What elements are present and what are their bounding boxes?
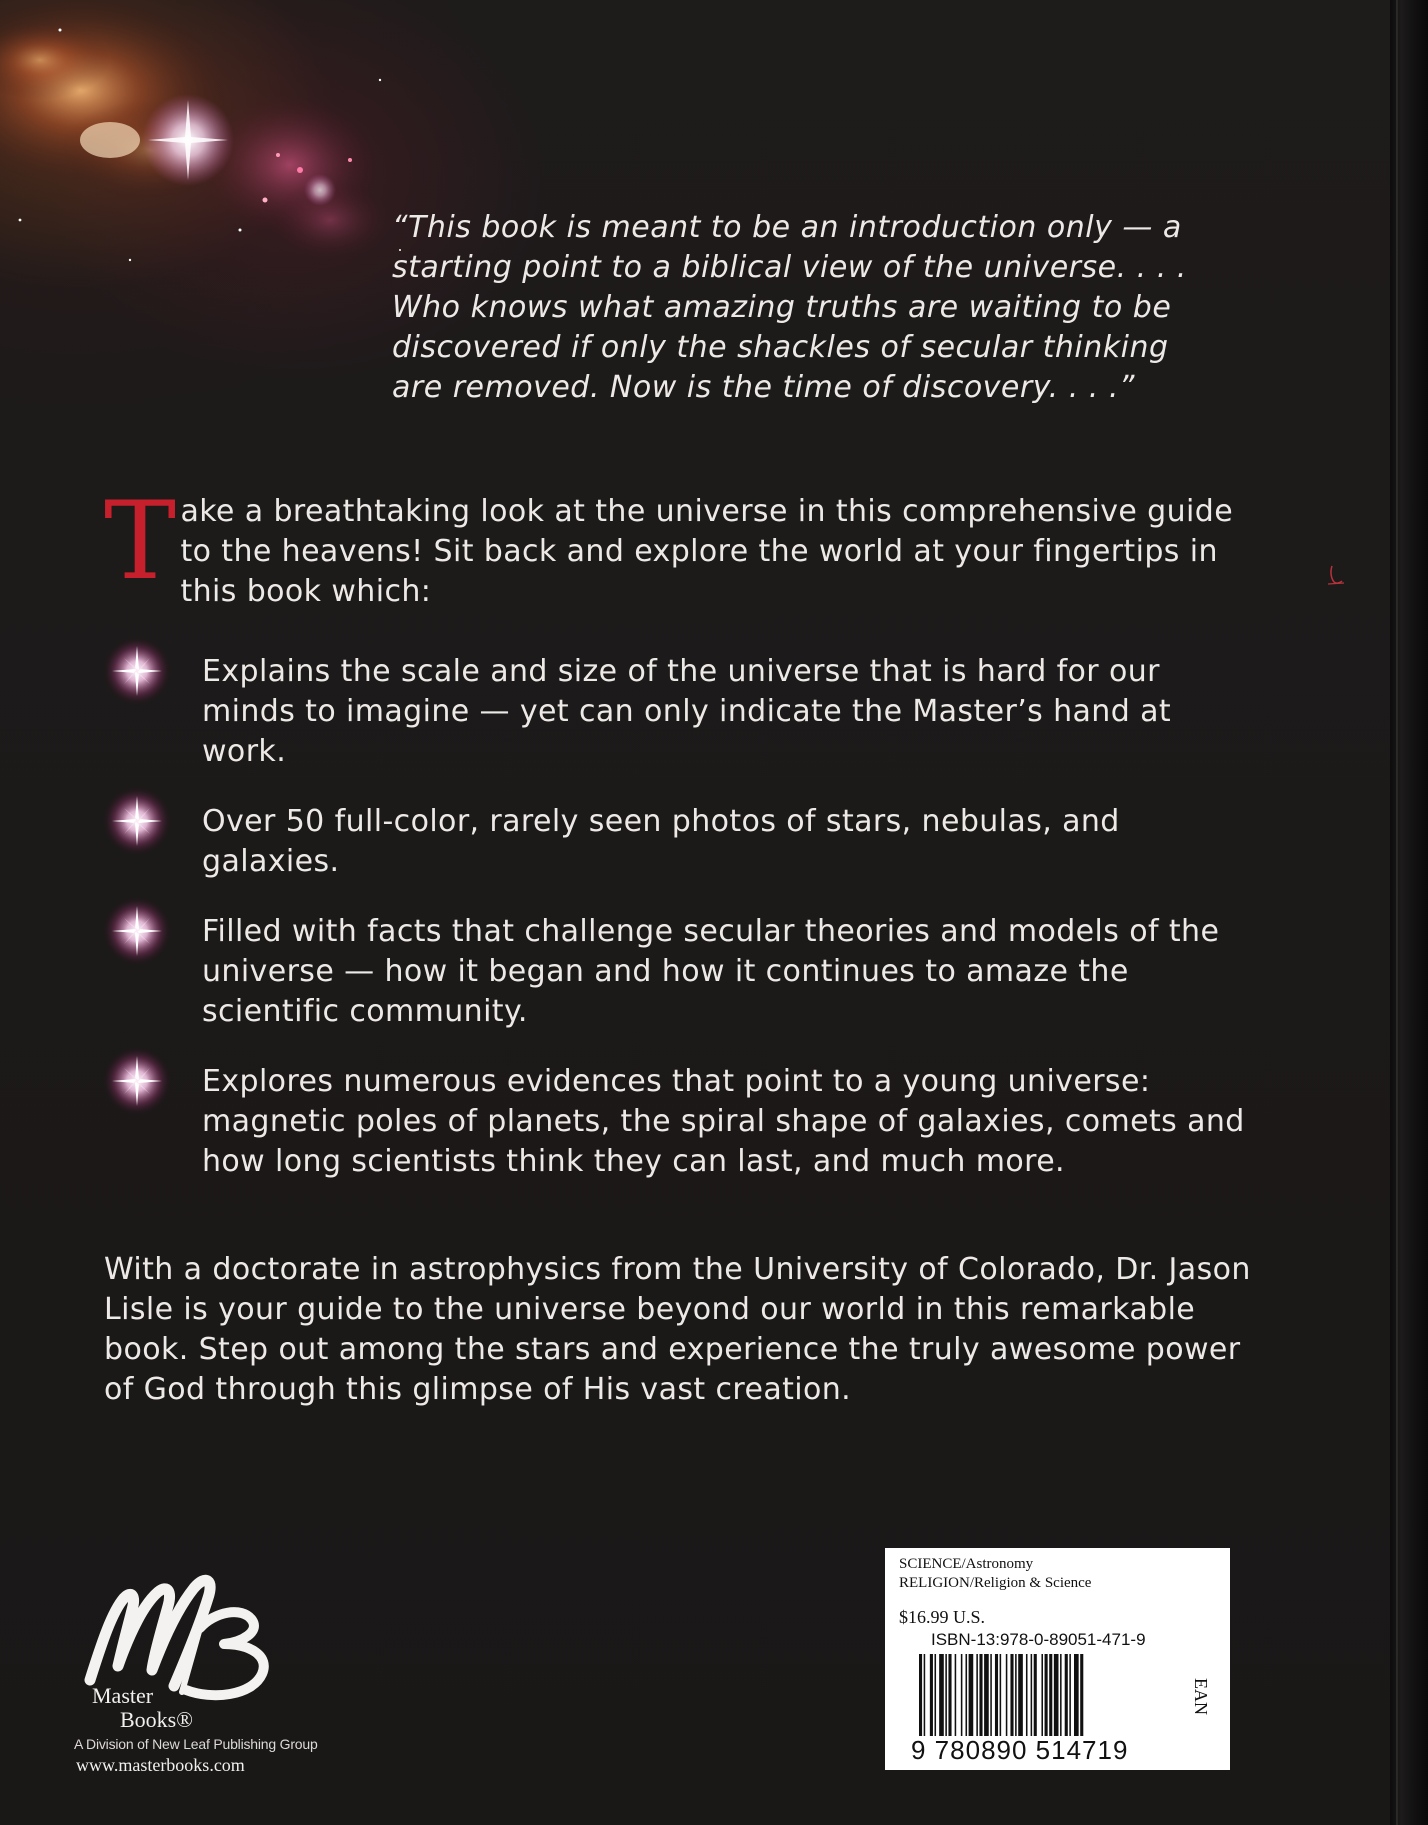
quote-line: are removed. Now is the time of discovery. . . .” xyxy=(392,370,1135,405)
barcode-bar xyxy=(930,1654,933,1738)
logo-books-text: Books® xyxy=(120,1707,193,1732)
barcode-bar xyxy=(1074,1654,1079,1738)
barcode-bar xyxy=(1041,1654,1043,1738)
quote-line: starting point to a biblical view of the universe. . . . xyxy=(392,250,1187,285)
list-item-text: Over 50 full-color, rarely seen photos of stars, nebulas, and galaxies. xyxy=(202,804,1120,879)
barcode-bar xyxy=(966,1654,968,1738)
barcode-bar xyxy=(1069,1654,1071,1738)
feature-list xyxy=(100,652,1260,1182)
barcode-bar xyxy=(955,1654,957,1738)
barcode-bar xyxy=(1045,1654,1048,1738)
barcode-bar xyxy=(984,1654,989,1738)
barcode-bar xyxy=(979,1654,982,1738)
spine-edge xyxy=(1396,0,1398,1825)
category-secondary: RELIGION/Religion & Science xyxy=(899,1575,1092,1591)
barcode-bar xyxy=(1065,1654,1068,1738)
nebula-image xyxy=(0,0,420,300)
barcode-bar xyxy=(945,1654,947,1738)
barcode-bar xyxy=(1031,1654,1033,1738)
list-item xyxy=(100,912,1260,1032)
barcode-digits: 9 780890 514719 xyxy=(911,1735,1129,1765)
pen-mark-icon xyxy=(1322,562,1348,588)
list-item-text: Explains the scale and size of the universe that is hard for our minds to imagine — yet can only indicate the Master’s hand at work. xyxy=(202,654,1172,769)
list-item xyxy=(100,652,1260,772)
barcode-bar xyxy=(1015,1654,1017,1738)
barcode-bar xyxy=(995,1654,998,1738)
barcode-bar xyxy=(935,1654,937,1738)
publisher-url: www.masterbooks.com xyxy=(76,1755,245,1775)
barcode-bar xyxy=(1034,1654,1037,1738)
barcode-bar xyxy=(1080,1654,1083,1746)
quote-line: “This book is meant to be an introduction only — a xyxy=(392,210,1182,245)
barcode-bar xyxy=(1054,1654,1059,1738)
barcode-bar xyxy=(924,1654,926,1746)
star-bullet-icon xyxy=(100,894,174,968)
price: $16.99 U.S. xyxy=(899,1607,986,1627)
list-item-text: Explores numerous evidences that point to a young universe: magnetic poles of planets, the spiral shape of galaxies, comets and how long scientists think they can last, and much more. xyxy=(202,1064,1245,1179)
pull-quote xyxy=(392,208,1272,408)
list-item xyxy=(100,802,1260,882)
barcode-bar xyxy=(969,1654,974,1738)
isbn: ISBN-13:978-0-89051-471-9 xyxy=(931,1630,1146,1649)
barcode-bar xyxy=(1018,1654,1023,1738)
intro-paragraph xyxy=(104,479,1244,612)
intro-text: ake a breathtaking look at the universe in this comprehensive guide to the heavens! Sit back and explore the world at your fingertips in this book which: xyxy=(180,494,1234,609)
closing-paragraph: With a doctorate in astrophysics from the University of Colorado, Dr. Jason Lisle is your guide to the universe beyond our world in this remarkable book. Step out among the stars and experience the truly awesome power of God through this glimpse of His vast creation. xyxy=(104,1252,1251,1407)
barcode-bar xyxy=(976,1654,978,1738)
category-primary: SCIENCE/Astronomy xyxy=(899,1556,1034,1572)
barcode-bar xyxy=(919,1654,922,1746)
barcode-bar xyxy=(939,1654,944,1738)
barcode-bar xyxy=(1026,1654,1028,1738)
barcode-bar xyxy=(1049,1654,1052,1738)
barcode-bar xyxy=(1060,1654,1062,1738)
barcode-bar xyxy=(1000,1654,1002,1746)
list-item-text: Filled with facts that challenge secular theories and models of the universe — how it began and how it continues to amaze the scientific community. xyxy=(202,914,1220,1029)
star-bullet-icon xyxy=(100,634,174,708)
barcode-bar xyxy=(990,1654,992,1738)
barcode-label xyxy=(885,1548,1230,1770)
barcode-bar xyxy=(961,1654,963,1738)
ean-label: EAN xyxy=(1191,1678,1211,1715)
drop-cap: T xyxy=(104,479,177,604)
barcode-bar xyxy=(1010,1654,1013,1738)
logo-master-text: Master xyxy=(92,1683,154,1708)
list-item xyxy=(100,1062,1260,1182)
quote-line: Who knows what amazing truths are waiting to be xyxy=(392,290,1172,325)
star-bullet-icon xyxy=(100,1044,174,1118)
barcode-bar xyxy=(948,1654,951,1738)
barcode-bar xyxy=(1006,1654,1008,1738)
barcode-icon xyxy=(917,1654,1187,1746)
star-bullet-icon xyxy=(100,784,174,858)
quote-line: discovered if only the shackles of secular thinking xyxy=(392,330,1169,365)
publisher-division: A Division of New Leaf Publishing Group xyxy=(74,1736,318,1752)
publisher-logo xyxy=(70,1562,318,1784)
